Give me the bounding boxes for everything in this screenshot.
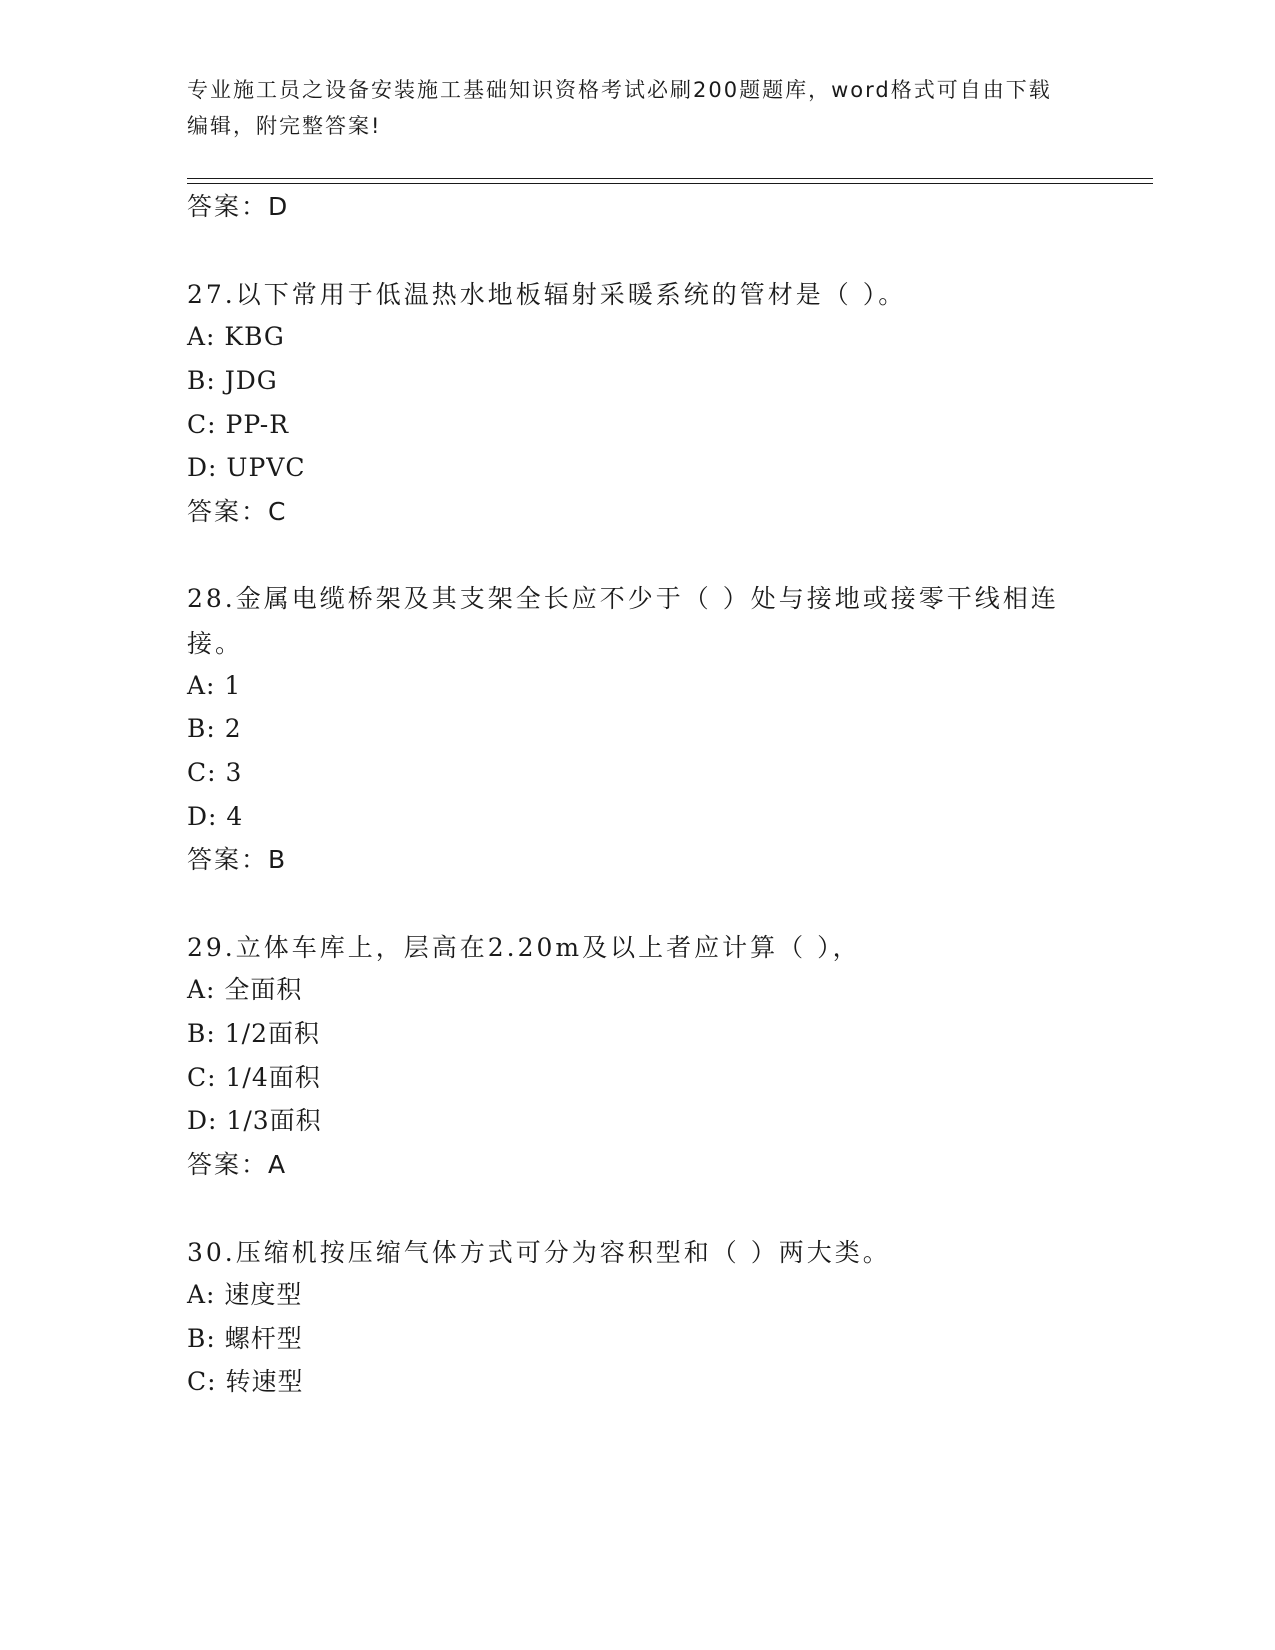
question-30-option-c: C: 转速型 xyxy=(187,1367,304,1396)
page-header: 专业施工员之设备安装施工基础知识资格考试必刷200题题库，word格式可自由下载编辑，附完整答案! xyxy=(187,78,1052,138)
question-27-option-c: C: PP-R xyxy=(187,410,290,439)
question-28-stem: 28.金属电缆桥架及其支架全长应不少于（ ）处与接地或接零干线相连接。 xyxy=(187,584,1059,658)
question-29-option-b: B: 1/2面积 xyxy=(187,1019,320,1048)
question-30-option-b: B: 螺杆型 xyxy=(187,1324,303,1353)
header-divider-bottom xyxy=(187,183,1153,184)
question-30-stem: 30.压缩机按压缩气体方式可分为容积型和（ ）两大类。 xyxy=(187,1238,891,1267)
question-29-answer: 答案：A xyxy=(187,1150,288,1179)
question-27-option-d: D: UPVC xyxy=(187,453,306,482)
question-28-answer: 答案：B xyxy=(187,845,288,874)
question-29-stem: 29.立体车库上，层高在2.20m及以上者应计算（ ）， xyxy=(187,933,861,962)
header-divider-top xyxy=(187,178,1153,179)
question-29-option-d: D: 1/3面积 xyxy=(187,1106,322,1135)
question-27-answer: 答案：C xyxy=(187,497,288,526)
question-29-option-c: C: 1/4面积 xyxy=(187,1063,321,1092)
question-29-option-a: A: 全面积 xyxy=(187,975,303,1004)
question-30-option-a: A: 速度型 xyxy=(187,1280,303,1309)
question-28-option-c: C: 3 xyxy=(187,758,243,787)
question-27-stem: 27.以下常用于低温热水地板辐射采暖系统的管材是（ ）。 xyxy=(187,280,907,309)
question-27-option-b: B: JDG xyxy=(187,366,278,395)
question-28-option-a: A: 1 xyxy=(187,671,242,700)
question-28-option-d: D: 4 xyxy=(187,802,244,831)
question-28-option-b: B: 2 xyxy=(187,714,242,743)
question-27-option-a: A: KBG xyxy=(187,322,285,351)
answer-26: 答案：D xyxy=(187,192,290,221)
